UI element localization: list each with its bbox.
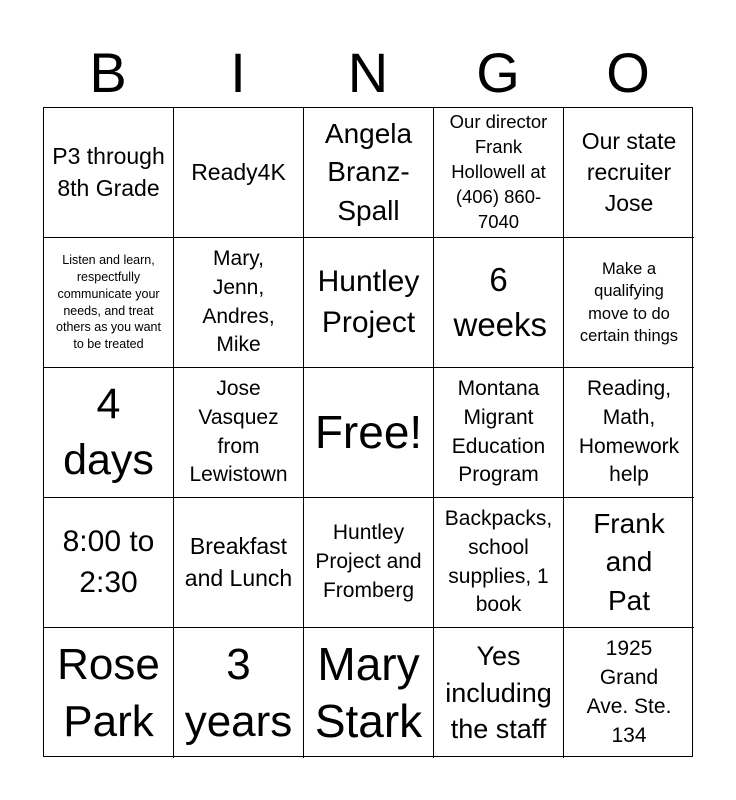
cell-text: 3 years	[184, 639, 293, 746]
cell-text: 8:00 to 2:30	[62, 525, 155, 599]
bingo-cell[interactable]	[174, 498, 304, 628]
bingo-cell[interactable]	[44, 498, 174, 628]
header-letter-o: O	[606, 41, 650, 104]
bingo-board	[43, 107, 693, 757]
cell-text: Backpacks, school supplies, 1 book	[444, 506, 553, 617]
bingo-cell[interactable]	[304, 628, 434, 758]
header-letter-g: G	[476, 41, 520, 104]
bingo-cell[interactable]	[174, 628, 304, 758]
cell-text: Jose Vasquez from Lewistown	[189, 376, 288, 487]
bingo-cell[interactable]	[304, 238, 434, 368]
bingo-cell[interactable]	[434, 628, 564, 758]
cell-text: Reading, Math, Homework help	[578, 376, 680, 487]
cell-text: 4 days	[63, 379, 154, 484]
bingo-cell[interactable]	[434, 108, 564, 238]
header-letter-b: B	[89, 41, 127, 104]
bingo-cell[interactable]	[174, 368, 304, 498]
bingo-cell[interactable]	[564, 108, 694, 238]
header-letter-n: N	[347, 41, 389, 104]
cell-text: Our state recruiter Jose	[581, 127, 677, 217]
cell-text: Ready4K	[191, 158, 286, 185]
bingo-cell[interactable]	[564, 498, 694, 628]
cell-text: Yes including the staff	[445, 641, 552, 745]
bingo-cell[interactable]	[304, 368, 434, 498]
bingo-cell[interactable]	[564, 368, 694, 498]
cell-text: Breakfast and Lunch	[184, 533, 293, 591]
cell-text: Frank and Pat	[593, 507, 665, 616]
bingo-cell[interactable]	[564, 238, 694, 368]
cell-text: Huntley Project	[317, 265, 420, 339]
bingo-cell[interactable]	[434, 368, 564, 498]
bingo-cell[interactable]	[44, 108, 174, 238]
bingo-cell[interactable]	[44, 238, 174, 368]
bingo-cell[interactable]	[434, 238, 564, 368]
cell-text: Huntley Project and Fromberg	[315, 521, 422, 602]
bingo-cell[interactable]	[304, 108, 434, 238]
header-letter-i: I	[230, 41, 246, 104]
bingo-cell[interactable]	[564, 628, 694, 758]
cell-text: 6 weeks	[453, 260, 548, 343]
bingo-cell[interactable]	[44, 368, 174, 498]
cell-text: Angela Branz-Spall	[324, 117, 413, 226]
cell-text: P3 through 8th Grade	[52, 143, 165, 201]
bingo-cell[interactable]	[174, 238, 304, 368]
cell-text: Montana Migrant Education Program	[451, 376, 546, 487]
cell-text: 1925 Grand Ave. Ste. 134	[586, 637, 672, 747]
cell-text: Our director Frank Hollowell at (406) 860-7040	[449, 111, 548, 232]
bingo-cell[interactable]	[434, 498, 564, 628]
cell-text: Make a qualifying move to do certain things	[579, 259, 679, 345]
bingo-header	[43, 40, 693, 106]
cell-text: Listen and learn, respectfully communicate your needs, and treat others as you want to be treated	[56, 252, 161, 352]
cell-text: Rose Park	[57, 639, 160, 746]
cell-text: Mary, Jenn, Andres, Mike	[202, 246, 275, 357]
bingo-cell[interactable]	[304, 498, 434, 628]
free-space-text: Free!	[314, 406, 423, 459]
cell-text: Mary Stark	[314, 637, 423, 747]
bingo-cell[interactable]	[174, 108, 304, 238]
bingo-cell[interactable]	[44, 628, 174, 758]
